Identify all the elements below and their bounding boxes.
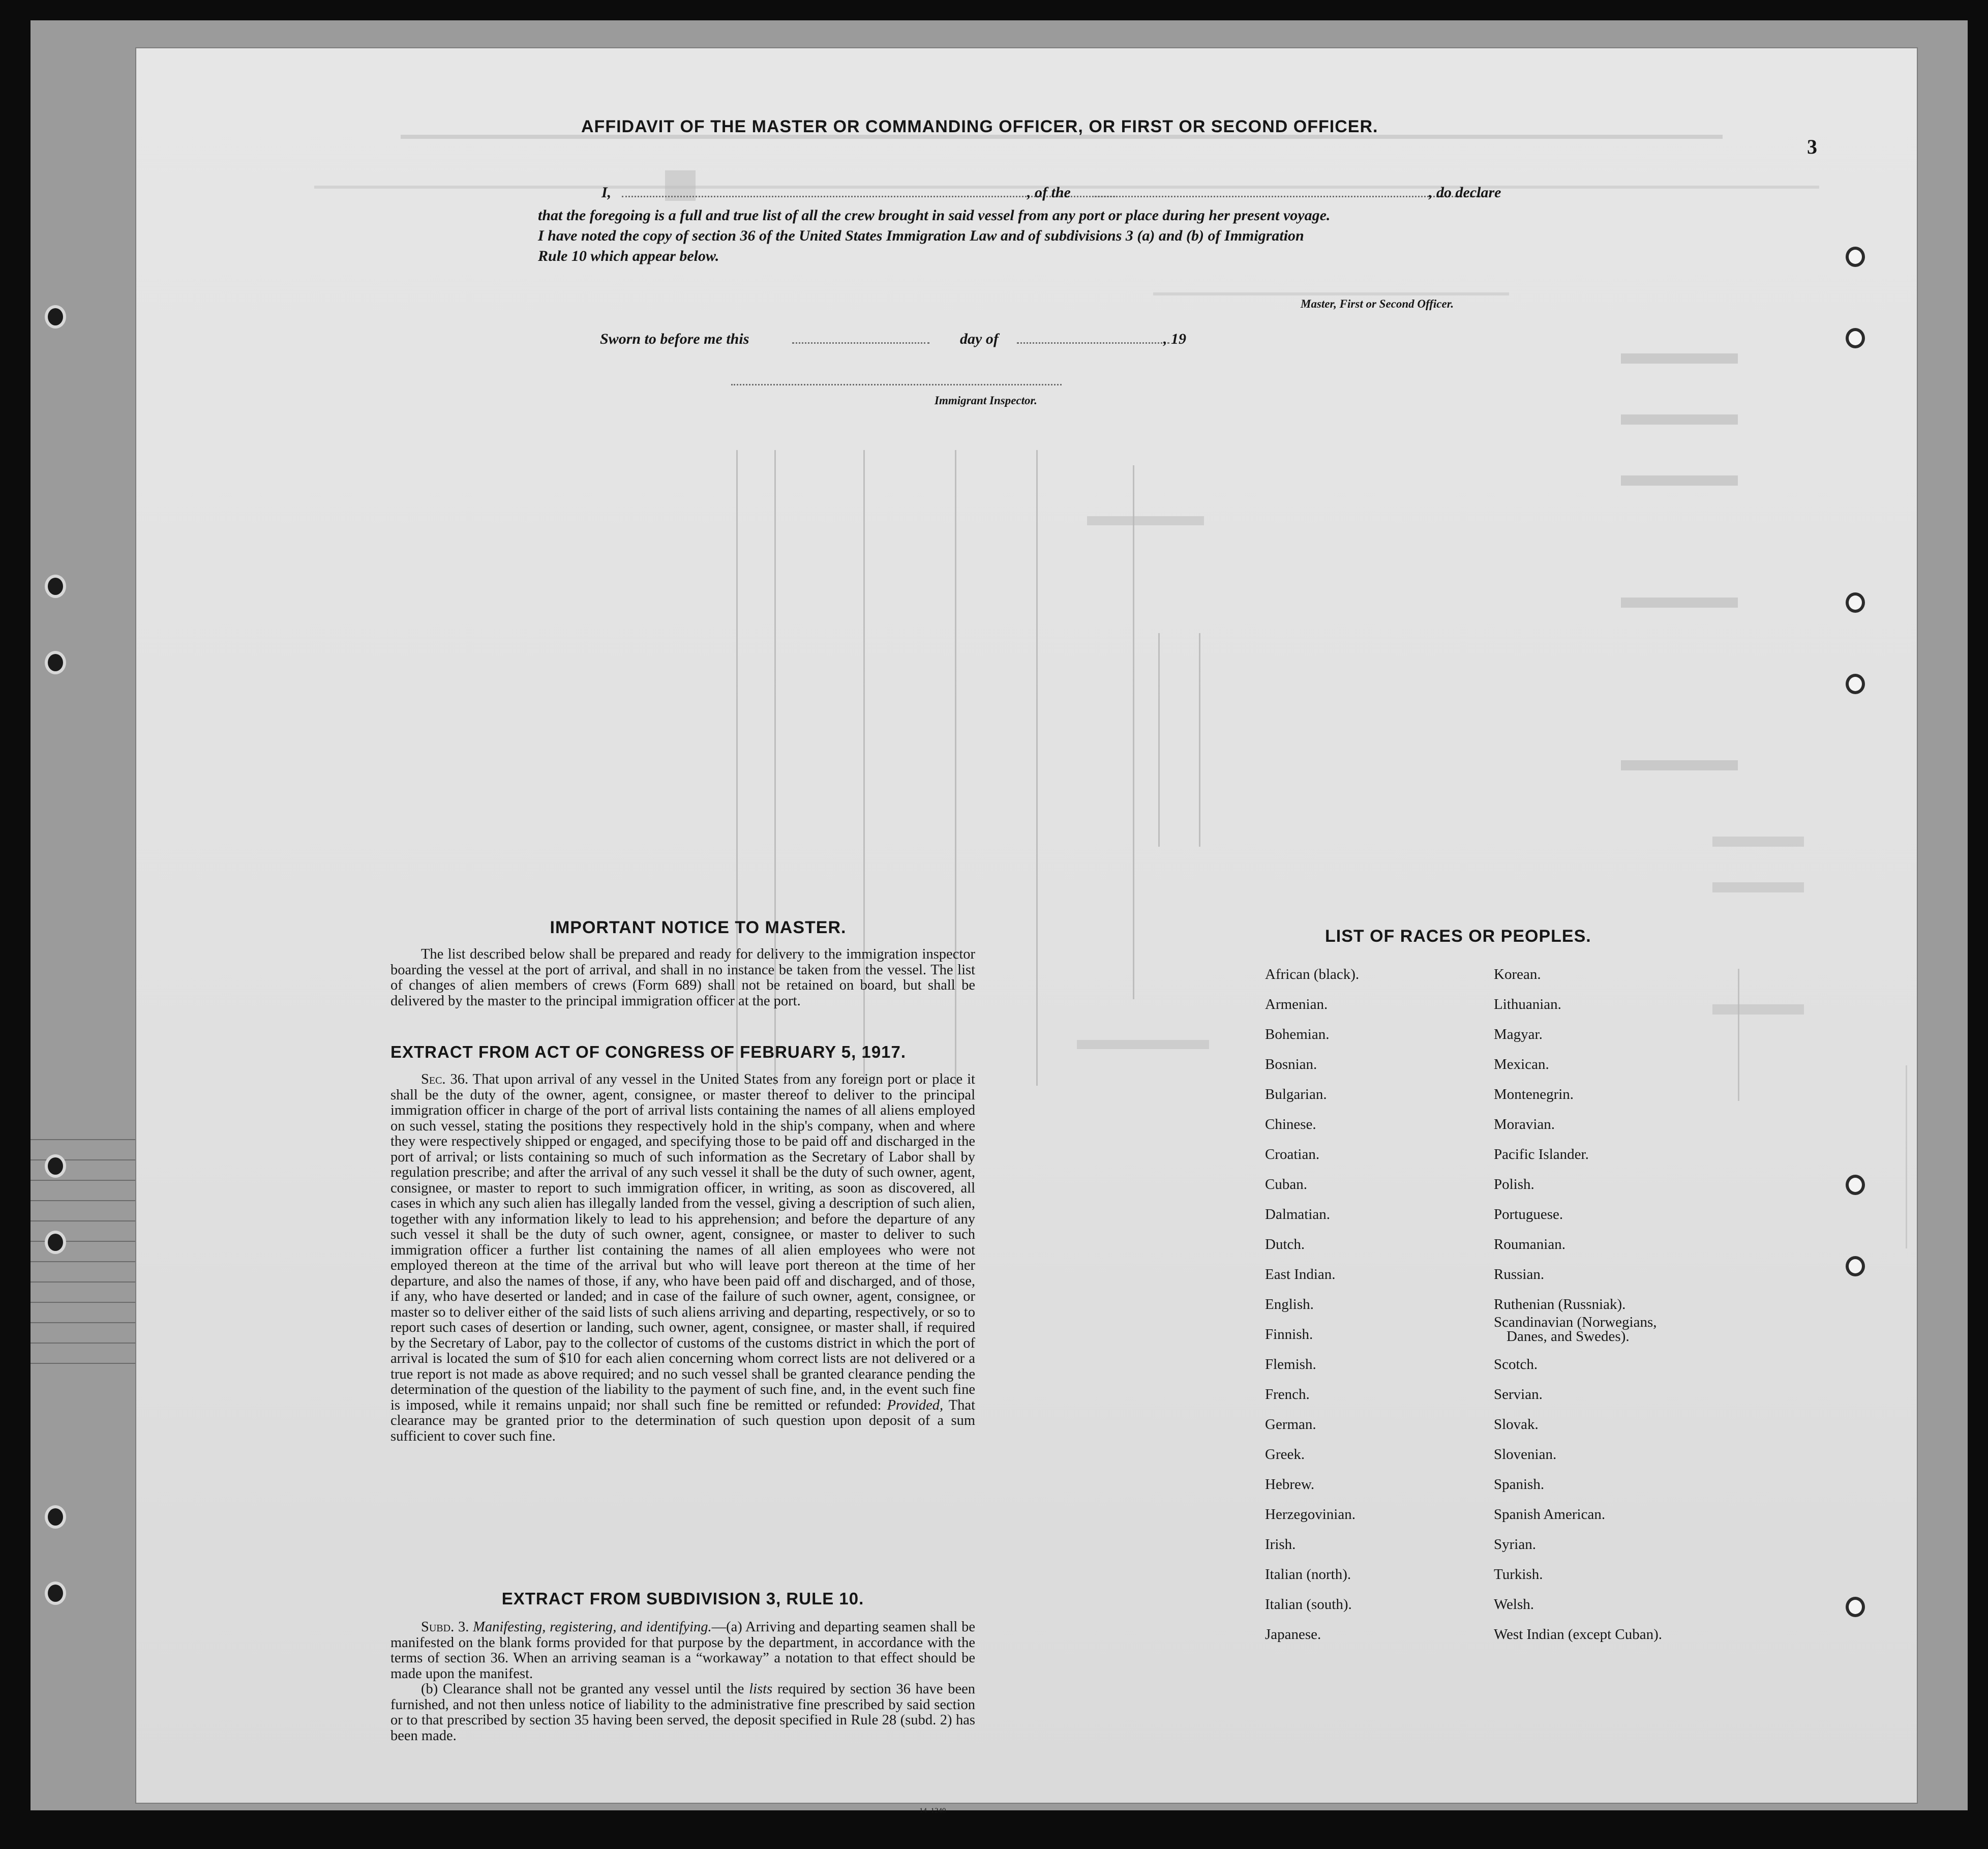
affidavit-declare: , do declare <box>1429 184 1501 201</box>
master-signature-label: Master, First or Second Officer. <box>1301 297 1454 310</box>
race-item: Moravian. <box>1494 1116 1555 1132</box>
binder-hole <box>45 305 66 329</box>
race-item: East Indian. <box>1265 1266 1336 1283</box>
page-marker: 3 <box>1807 135 1817 158</box>
affidavit-i: I, <box>601 184 612 201</box>
race-item: Flemish. <box>1265 1356 1316 1373</box>
race-item: Bosnian. <box>1265 1056 1317 1072</box>
rule-para-b-start: (b) Clearance shall not be granted any vessel until the <box>421 1681 744 1697</box>
act-provided: Provided, <box>887 1397 944 1413</box>
binder-hole <box>45 651 66 674</box>
race-item: Dutch. <box>1265 1236 1305 1252</box>
race-item: Spanish American. <box>1494 1506 1606 1523</box>
affidavit-line-4: Rule 10 which appear below. <box>538 248 719 264</box>
rule-para-a: —(a) Arriving and departing seamen shall be manifested on the blank forms provided for that purpose by the department, in accordance with the terms of section 36. When an arriving seaman is a “workaway” a notation to that effect should be made upon the manifest. <box>390 1619 976 1682</box>
rule-para-b-lists: lists <box>749 1681 773 1697</box>
race-item: Montenegrin. <box>1494 1086 1574 1102</box>
binder-hole <box>45 575 66 598</box>
race-item: Polish. <box>1494 1176 1534 1192</box>
binder-hole <box>45 1231 66 1254</box>
race-item: Croatian. <box>1265 1146 1320 1162</box>
race-item: Syrian. <box>1494 1536 1536 1553</box>
binder-hole <box>1846 592 1865 613</box>
race-item: English. <box>1265 1296 1314 1313</box>
binder-hole <box>1846 1597 1865 1617</box>
race-item: Pacific Islander. <box>1494 1146 1589 1162</box>
sworn-label: Sworn to before me this <box>600 331 749 347</box>
race-item: Italian (south). <box>1265 1596 1352 1613</box>
binder-hole <box>45 1154 66 1178</box>
race-item: Slovenian. <box>1494 1446 1557 1463</box>
race-item: French. <box>1265 1386 1310 1403</box>
race-item: German. <box>1265 1416 1316 1433</box>
rule-para-b-rest: required by section 36 have been furnished, and not then unless notice of liability to the administrative fine prescribed by said section or to that prescribed by section 35 having been served, the deposit specified in Rule 28 (subd. 2) has been made. <box>390 1681 976 1744</box>
race-item: Japanese. <box>1265 1626 1321 1643</box>
race-item: Roumanian. <box>1494 1236 1565 1252</box>
affidavit-of-the: , of the <box>1027 184 1071 201</box>
binder-hole <box>1846 1175 1865 1195</box>
rule-title: EXTRACT FROM SUBDIVISION 3, RULE 10. <box>501 1589 864 1608</box>
race-item: African (black). <box>1265 966 1360 982</box>
race-item: Irish. <box>1265 1536 1296 1553</box>
race-item: Greek. <box>1265 1446 1305 1463</box>
notice-body: The list described below shall be prepared and ready for delivery to the immigration inspector boarding the vessel at the port of arrival, and shall in no instance be taken from the vessel. The list of changes of alien members of crews (Form 689) shall not be retained on board, but shall be delivered by the master to the principal immigration officer at the port. <box>390 946 975 1009</box>
rule-subd-label: Subd. 3. <box>421 1619 469 1635</box>
race-item: West Indian (except Cuban). <box>1494 1626 1663 1643</box>
race-item: Danes, and Swedes). <box>1507 1328 1630 1345</box>
race-item: Scandinavian (Norwegians, <box>1494 1314 1657 1331</box>
binder-hole <box>1846 328 1865 348</box>
race-item: Herzegovinian. <box>1265 1506 1356 1523</box>
inspector-signature-label: Immigrant Inspector. <box>935 394 1037 407</box>
race-item: Servian. <box>1494 1386 1543 1403</box>
act-title: EXTRACT FROM ACT OF CONGRESS OF FEBRUARY 5, 1917. <box>390 1042 907 1061</box>
form-number: 14–1240 <box>919 1807 946 1815</box>
race-item: Russian. <box>1494 1266 1545 1283</box>
binder-hole <box>1846 674 1865 694</box>
race-item: Korean. <box>1494 966 1541 982</box>
day-of-label: day of <box>960 331 999 347</box>
race-item: Ruthenian (Russniak). <box>1494 1296 1626 1313</box>
rule-subd-heading: Manifesting, registering, and identifying. <box>473 1619 712 1635</box>
race-item: Hebrew. <box>1265 1476 1315 1493</box>
act-block <box>390 1042 975 1444</box>
affidavit-title: AFFIDAVIT OF THE MASTER OR COMMANDING OFFICER, OR FIRST OR SECOND OFFICER. <box>581 117 1378 136</box>
binder-hole <box>45 1505 66 1529</box>
affidavit-sheet <box>136 48 1917 1815</box>
race-item: Scotch. <box>1494 1356 1538 1373</box>
race-item: Magyar. <box>1494 1026 1543 1042</box>
race-item: Turkish. <box>1494 1566 1543 1583</box>
race-item: Spanish. <box>1494 1476 1545 1493</box>
binder-hole <box>1846 1256 1865 1276</box>
race-item: Finnish. <box>1265 1326 1313 1343</box>
rule-block <box>390 1589 975 1744</box>
race-item: Bulgarian. <box>1265 1086 1327 1102</box>
act-body: That upon arrival of any vessel in the United States from any foreign port or place it shall be the duty of the owner, agent, consignee, or master thereof to deliver to the principal immigration officer in charge of the port of arrival lists containing the names of all aliens employed on such vessel, stating the positions they respectively hold in the ship's company, when and where they were respectively shipped or engaged, and specifying those to be paid off and discharged in the port of arrival; or lists containing so much of such information as the Secretary of Labor shall by regulation prescribe; and after the arrival of any such vessel it shall be the duty of such owner, agent, consignee, or master to report to such immigration officer, in writing, as soon as discovered, all cases in which any such alien has illegally landed from the vessel, giving a description of such alien, together with any information likely to lead to his apprehension; and before the departure of any such vessel it shall be the duty of such owner, agent, consignee, or master to deliver to such immigration officer a further list containing the names of all alien employees who were not employed thereon at the time of the arrival but who will leave port thereon at the time of her departure, and also the names of those, if any, who have been paid off and discharged, and of those, if any, who have deserted or landed; and in case of the failure of such owner, agent, consignee, or master so to deliver either of the said lists of such aliens arriving and departing, respectively, or so to report such cases of desertion or landing, such owner, agent, consignee, or master shall, if required by the Secretary of Labor, pay to the collector of customs of the customs district in which the port of arrival is located the sum of $10 for each alien concerning whom correct lists are not delivered or a true report is not made as above required; and no such vessel shall be granted clearance pending the determination of the question of the liability to the payment of such fine, and, in the event such fine is imposed, while it remains unpaid; nor shall such fine be remitted or refunded: <box>390 1071 975 1413</box>
act-body-end: That clearance may be granted prior to the determination of such question upon deposit of a sum sufficient to cover such fine. <box>390 1397 975 1444</box>
notice-block <box>390 918 975 1009</box>
affidavit-line-2: that the foregoing is a full and true list of all the crew brought in said vessel from any port or place during her present voyage. <box>538 207 1331 224</box>
race-item: Armenian. <box>1265 996 1328 1012</box>
notice-title: IMPORTANT NOTICE TO MASTER. <box>550 918 847 937</box>
binder-hole <box>45 1582 66 1605</box>
act-section-label: Sec. 36. <box>421 1071 469 1087</box>
year-label: , 19 <box>1163 331 1186 347</box>
races-title: LIST OF RACES OR PEOPLES. <box>1325 927 1591 946</box>
race-item: Welsh. <box>1494 1596 1534 1613</box>
race-item: Slovak. <box>1494 1416 1539 1433</box>
race-item: Mexican. <box>1494 1056 1549 1072</box>
race-item: Portuguese. <box>1494 1206 1563 1222</box>
binder-hole <box>1846 247 1865 267</box>
race-item: Dalmatian. <box>1265 1206 1331 1222</box>
race-item: Cuban. <box>1265 1176 1307 1192</box>
race-item: Chinese. <box>1265 1116 1316 1132</box>
race-item: Italian (north). <box>1265 1566 1351 1583</box>
affidavit-line-3: I have noted the copy of section 36 of the United States Immigration Law and of subdivisions 3 (a) and (b) of Immigration <box>538 227 1304 244</box>
race-item: Bohemian. <box>1265 1026 1330 1042</box>
race-item: Lithuanian. <box>1494 996 1561 1012</box>
